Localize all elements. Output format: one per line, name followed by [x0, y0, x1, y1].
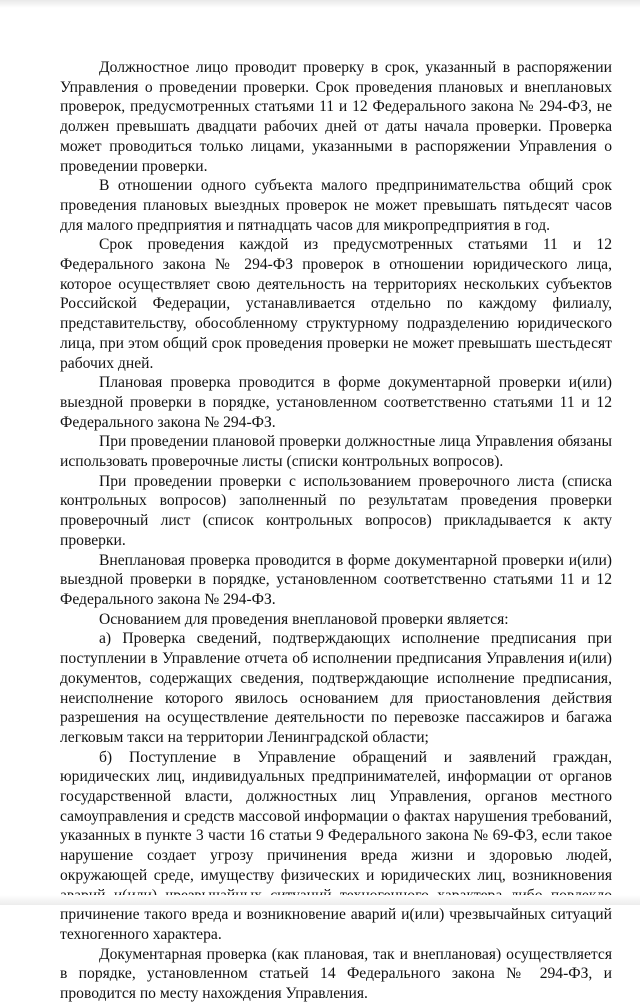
- paragraph-ground-b: б) Поступление в Управление обращений и заявлений граждан, юридических лиц, индивидуальных предпринимателей, информации от органов государственной власти, должностных лиц Управления, органов местного самоуправления и средств массовой информации о фактах нарушения требований, указанных в пункте 3 части 16 статьи 9 Федерального закона № 69-ФЗ, если такое нарушение создает угрозу причинения вреда жизни и здоровью людей, окружающей среде, имуществу физических и юридических лиц, возникновения причинение такого вреда и возникновение аварий и(или) чрезвычайных ситуаций техногенного характера.: [60, 748, 612, 943]
- scan-edge-top: [0, 0, 640, 8]
- paragraph-inspection-term: Должностное лицо проводит проверку в срок, указанный в распоряжении Управления о проведении проверки. Срок проведения плановых и внеплановых проверок, предусмотренных статьями 11 и 12 Федерального закона № 294-ФЗ, не должен превышать двадцати рабочих дней от даты начала проверки. Проверка может проводиться только лицами, указанными в распоряжении Управления о проведении проверки.: [60, 59, 612, 175]
- paragraph-checklist-attachment: При проведении проверки с использованием проверочного листа (списка контрольных вопросов) заполненный по результатам проведения проверки проверочный лист (список контрольных вопросов) прикладывается к акту проверки.: [60, 472, 612, 549]
- paragraph-small-business-limit: В отношении одного субъекта малого предпринимательства общий срок проведения плановых выездных проверок не может превышать пятьдесят часов для малого предприятия и пятнадцать часов для микропредприятия в год.: [60, 177, 612, 234]
- paragraph-documentary-inspection: Документарная проверка (как плановая, так и внеплановая) осуществляется в порядке, установленном статьей 14 Федерального закона № 294-ФЗ, и проводится по месту нахождения Управления.: [60, 945, 612, 1003]
- paragraph-unplanned-grounds-intro: Основанием для проведения внеплановой проверки является:: [99, 610, 509, 628]
- paragraph-multi-region-term: Срок проведения каждой из предусмотренных статьями 11 и 12 Федерального закона № 294-ФЗ проверок в отношении юридического лица, которое осуществляет свою деятельность на территориях нескольких субъектов Российской Федерации, устанавливается отдельно по каждому филиалу, представительству, обособленному структурному подразделению юридического лица, при этом общий срок проведения проверки не может превышать шестьдесят рабочих дней.: [60, 236, 612, 372]
- paragraph-ground-a: а) Проверка сведений, подтверждающих исполнение предписания при поступлении в Управление отчета об исполнении предписания Управления и(или) документов, содержащих сведения, подтверждающие исполнение предписания, неисполнение которого явилось основанием для приостановления действия разрешения на осуществление деятельности по перевозке пассажиров и багажа легковым такси на территории Ленинградской области;: [60, 630, 612, 746]
- paragraph-checklists: При проведении плановой проверки должностные лица Управления обязаны использовать проверочные листы (списки контрольных вопросов).: [60, 433, 612, 471]
- document-page: [60, 58, 612, 1004]
- scan-edge-bottom: [0, 895, 640, 905]
- paragraph-unplanned-inspection-form: Внеплановая проверка проводится в форме документарной проверки и(или) выездной проверки в порядке, установленном соответственно статьями 11 и 12 Федерального закона № 294-ФЗ.: [60, 551, 612, 608]
- paragraph-planned-inspection-form: Плановая проверка проводится в форме документарной проверки и(или) выездной проверки в порядке, установленном соответственно статьями 11 и 12 Федерального закона № 294-ФЗ.: [60, 374, 612, 431]
